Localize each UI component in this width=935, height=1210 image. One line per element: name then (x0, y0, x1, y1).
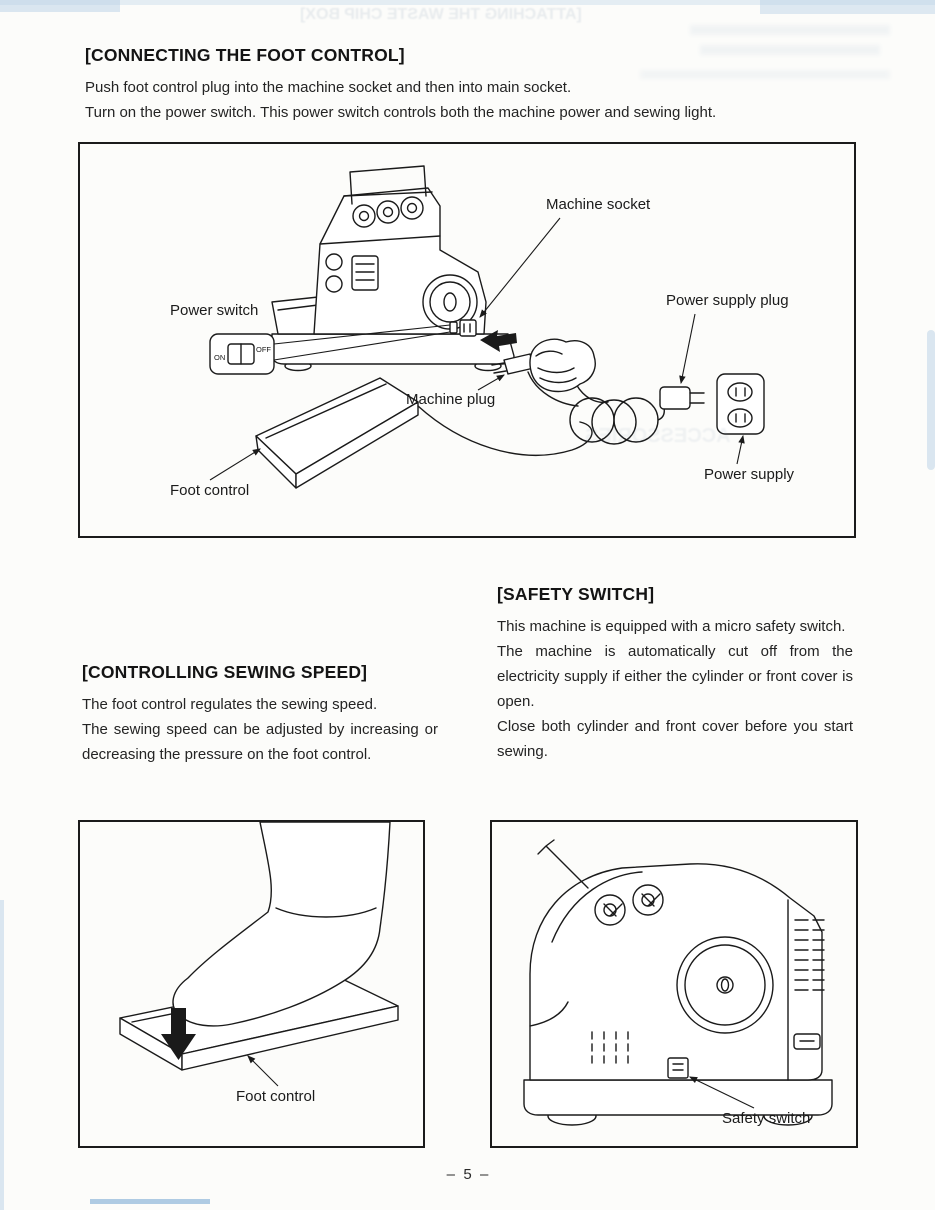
power-outlet-drawing (717, 374, 764, 434)
figure-connection-diagram (78, 142, 856, 538)
speed-paragraph-1: The foot control regulates the sewing speed. (82, 696, 378, 713)
connecting-paragraph-2: Turn on the power switch. This power switch controls both the machine power and sewing light. (85, 104, 717, 121)
power-switch-on-machine (450, 322, 457, 333)
section-connecting-foot-control (85, 45, 875, 125)
machine-socket-drawing (460, 320, 476, 336)
bleedthrough-line (690, 25, 890, 35)
switch-on-label: ON (214, 353, 226, 362)
figure-safety-switch (490, 820, 858, 1148)
machine-plug-label: Machine plug (406, 391, 496, 408)
section-title-speed: [CONTROLLING SEWING SPEED] (82, 662, 368, 682)
safety-paragraph-2: The machine is automatically cut off from the electricity supply if either the cylinder or front cover is open. (497, 643, 853, 710)
foot-control-label: Foot control (170, 482, 250, 499)
section-title-safety: [SAFETY SWITCH] (497, 584, 655, 604)
safety-paragraph-1: This machine is equipped with a micro safety switch. (497, 618, 846, 635)
section-sewing-speed (82, 662, 438, 767)
section-safety-switch (497, 584, 853, 764)
scan-artifact-top-left (0, 0, 120, 12)
bleedthrough-title: [ATTACHING THE WASTE CHIP BOX] (300, 6, 582, 23)
safety-switch-drawing (668, 1058, 688, 1078)
figure-foot-control (78, 820, 425, 1148)
safety-paragraph-3: Close both cylinder and front cover before you start sewing. (497, 718, 853, 760)
scan-artifact-top-right (760, 0, 935, 14)
power-supply-plug-label: Power supply plug (666, 292, 789, 309)
scan-artifact-left (0, 900, 4, 1210)
scan-artifact-top (0, 0, 935, 5)
page-number: – 5 – (446, 1166, 489, 1183)
machine-rear-drawing (524, 840, 832, 1125)
power-supply-label: Power supply (704, 466, 795, 483)
speed-paragraph-2: The sewing speed can be adjusted by increasing or decreasing the pressure on the foot control. (82, 721, 438, 763)
machine-socket-label: Machine socket (546, 196, 651, 213)
safety-switch-label: Safety switch (722, 1110, 811, 1127)
connecting-paragraph-1: Push foot control plug into the machine socket and then into main socket. (85, 79, 572, 96)
scan-artifact-bottom (90, 1199, 210, 1204)
safety-switch-art (492, 822, 856, 1146)
power-switch-label: Power switch (170, 302, 259, 319)
scan-artifact-right (927, 330, 935, 470)
label-pointer-line (248, 1056, 278, 1086)
power-supply-plug-drawing (660, 387, 704, 409)
switch-off-label: OFF (256, 345, 271, 354)
section-title-connecting: [CONNECTING THE FOOT CONTROL] (85, 45, 405, 65)
foot-control-label: Foot control (236, 1088, 316, 1105)
